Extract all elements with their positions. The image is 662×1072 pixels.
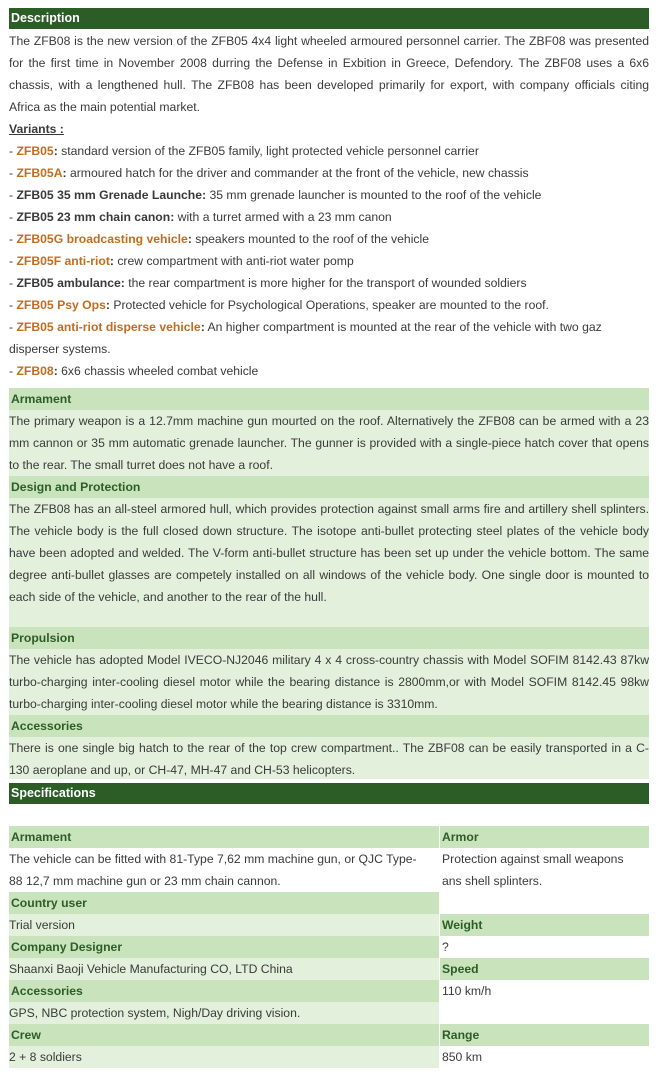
list-item bbox=[9, 250, 354, 272]
variant-sep: : bbox=[53, 364, 58, 378]
variant-dash: - bbox=[9, 144, 17, 158]
spec-speed-label: Speed bbox=[440, 958, 649, 980]
spec-accessories-value: GPS, NBC protection system, Nigh/Day driving vision. bbox=[9, 1006, 301, 1020]
list-item bbox=[9, 272, 527, 294]
variant-text: Protected vehicle for Psychological Operations, speaker are mounted to the roof. bbox=[109, 298, 549, 312]
list-item bbox=[9, 228, 429, 250]
spec-armament-value-line1: The vehicle can be fitted with 81-Type 7,62 mm machine gun, or QJC Type- bbox=[9, 852, 417, 866]
list-item bbox=[9, 184, 541, 206]
spec-speed-value: 110 km/h bbox=[442, 984, 492, 998]
variant-text: standard version of the ZFB05 family, light protected vehicle personnel carrier bbox=[57, 144, 479, 158]
accessories-text: There is one single big hatch to the rear of the top crew compartment.. The ZBF08 can be easily transported in a C-130 aeroplane and up, or CH-47, MH-47 and CH-53 helicopters. bbox=[9, 741, 649, 777]
variant-dash: - bbox=[9, 166, 17, 180]
spec-weight-value: ? bbox=[442, 940, 449, 954]
spec-designer-value: Shaanxi Baoji Vehicle Manufacturing CO, LTD China bbox=[9, 962, 293, 976]
spec-crew-value: 2 + 8 soldiers bbox=[9, 1050, 82, 1064]
spec-country-label: Country user bbox=[9, 892, 439, 914]
variant-text: 35 mm grenade launcher is mounted to the roof of the vehicle bbox=[206, 188, 542, 202]
variants-label-text: Variants : bbox=[9, 122, 64, 136]
list-item bbox=[9, 316, 602, 338]
description-intro: The ZFB08 is the new version of the ZFB05 4x4 light wheeled armoured personnel carrier. The ZBF08 was presented for the first time in November 2008 durring the Defense in Exbition in Greece, Defendory. The ZBF08 uses a 6x6 chassis, with a lengthened hull. The ZFB08 has been developed primarily for export, with company officials citing Africa as the main potential market. bbox=[9, 34, 649, 114]
variant-dash: - bbox=[9, 210, 17, 224]
variant-text: crew compartment with anti-riot water pomp bbox=[113, 254, 354, 268]
variant-sep: : bbox=[62, 166, 67, 180]
variant-name: ZFB05 35 mm Grenade Launche: bbox=[16, 188, 207, 202]
armament-text: The primary weapon is a 12.7mm machine gun mourted on the roof. Alternatively the ZFB08 can be armed with a 23 mm cannon or 35 mm automatic grenade launcher. The gunner is provided with a single-piece hatch cover that opens to the rear. The small turret does not have a roof. bbox=[9, 414, 649, 472]
variant-name[interactable]: ZFB05G broadcasting vehicle bbox=[16, 232, 188, 246]
variant-sep: : bbox=[187, 232, 192, 246]
spec-armor-label: Armor bbox=[440, 826, 649, 848]
spec-country-value: Trial version bbox=[9, 918, 75, 932]
spec-weight-label: Weight bbox=[440, 914, 649, 936]
variant-text: speakers mounted to the roof of the vehicle bbox=[191, 232, 429, 246]
variant-name[interactable]: ZFB05 anti-riot disperse vehicle bbox=[16, 320, 201, 334]
list-item bbox=[9, 294, 549, 316]
propulsion-heading: Propulsion bbox=[9, 627, 649, 649]
propulsion-text: The vehicle has adopted Model IVECO-NJ2046 military 4 x 4 cross-country chassis with Model SOFIM 8142.43 87kw turbo-charging inter-cooling diesel motor while the bearing distance is 2800mm,or with Model SOFIM 8142.45 98kw turbo-charging inter-cooling diesel motor while the bearing distance is 3310mm. bbox=[9, 653, 649, 711]
variant-sep: : bbox=[200, 320, 205, 334]
list-item bbox=[9, 140, 479, 162]
variant-name: ZFB05 23 mm chain canon: bbox=[16, 210, 175, 224]
variant-text: armoured hatch for the driver and commander at the front of the vehicle, new chassis bbox=[66, 166, 529, 180]
variant-text: with a turret armed with a 23 mm canon bbox=[174, 210, 392, 224]
specifications-header: Specifications bbox=[9, 783, 649, 804]
spec-armor-value-line2: ans shell splinters. bbox=[442, 874, 543, 888]
list-item bbox=[9, 206, 392, 228]
variant-name[interactable]: ZFB05A bbox=[16, 166, 63, 180]
variant-name: ZFB05 ambulance: bbox=[16, 276, 125, 290]
spec-accessories-label: Accessories bbox=[9, 980, 439, 1002]
list-item-continuation: disperser systems. bbox=[9, 342, 111, 356]
variant-text: An higher compartment is mounted at the rear of the vehicle with two gaz bbox=[204, 320, 602, 334]
spec-designer-label: Company Designer bbox=[9, 936, 439, 958]
variant-name[interactable]: ZFB08 bbox=[16, 364, 54, 378]
variant-dash: - bbox=[9, 276, 17, 290]
spec-range-value: 850 km bbox=[442, 1050, 482, 1064]
accessories-heading: Accessories bbox=[9, 715, 649, 737]
variant-dash: - bbox=[9, 320, 17, 334]
list-item bbox=[9, 162, 529, 184]
variant-dash: - bbox=[9, 254, 17, 268]
design-text: The ZFB08 has an all-steel armored hull, which provides protection against small arms fire and artillery shell splinters. The vehicle body is the full closed down structure. The isotope anti-bullet protecting steel plates of the vehicle body have been adopted and welded. The V-form anti-bullet structure has been set up under the vehicle bottom. The same degree anti-bullet glasses are competely installed on all windows of the vehicle body. One single door is mounted to each side of the vehicle, and another to the rear of the hull. bbox=[9, 502, 649, 604]
armament-heading: Armament bbox=[9, 388, 649, 410]
spec-armament-label: Armament bbox=[9, 826, 439, 848]
spec-armament-value-line2: 88 12,7 mm machine gun or 23 mm chain cannon. bbox=[9, 874, 281, 888]
variants-label bbox=[9, 118, 64, 140]
list-item bbox=[9, 360, 258, 382]
variant-sep: : bbox=[109, 254, 114, 268]
spec-range-label: Range bbox=[440, 1024, 649, 1046]
variant-dash: - bbox=[9, 188, 17, 202]
variant-name[interactable]: ZFB05F anti-riot bbox=[16, 254, 110, 268]
variant-dash: - bbox=[9, 298, 17, 312]
spec-crew-label: Crew bbox=[9, 1024, 439, 1046]
design-heading: Design and Protection bbox=[9, 476, 649, 498]
variant-text: the rear compartment is more higher for the transport of wounded soldiers bbox=[124, 276, 527, 290]
description-header: Description bbox=[9, 8, 649, 29]
variant-dash: - bbox=[9, 364, 17, 378]
variant-sep: : bbox=[53, 144, 58, 158]
spec-armor-value-line1: Protection against small weapons bbox=[442, 852, 624, 866]
variant-sep: : bbox=[105, 298, 110, 312]
variant-name[interactable]: ZFB05 Psy Ops bbox=[16, 298, 106, 312]
variant-name[interactable]: ZFB05 bbox=[16, 144, 54, 158]
variant-text: 6x6 chassis wheeled combat vehicle bbox=[57, 364, 259, 378]
variant-dash: - bbox=[9, 232, 17, 246]
